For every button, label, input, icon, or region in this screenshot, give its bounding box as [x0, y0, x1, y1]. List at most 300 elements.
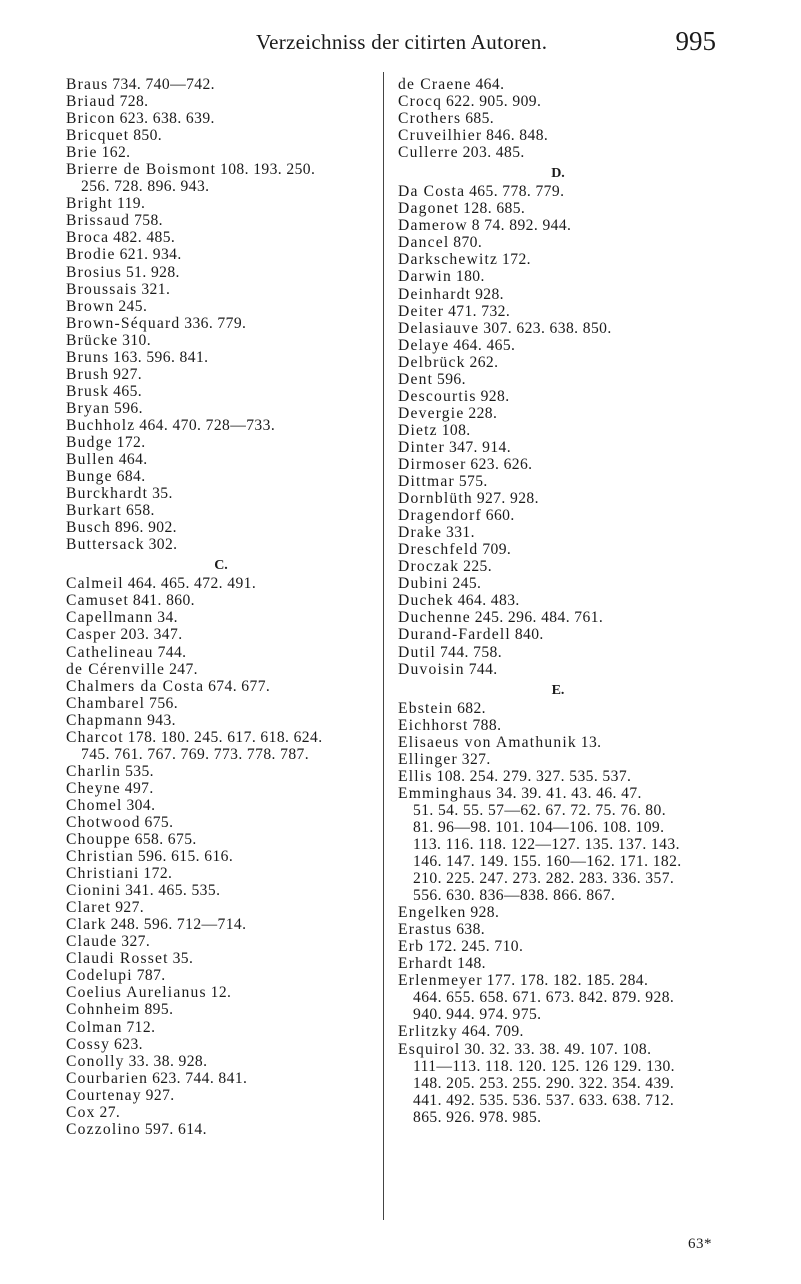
index-entry — [398, 592, 718, 609]
index-entry — [398, 268, 718, 285]
page-references: 464. 483. — [457, 592, 520, 610]
author-name: Coelius Aurelianus — [66, 984, 207, 1002]
index-entry — [66, 1087, 376, 1104]
page-references: 597. 614. — [144, 1120, 207, 1138]
page-references: 307. 623. 638. 850. — [483, 319, 612, 337]
page-references-continued: 940. 944. 974. 975. — [413, 1006, 542, 1024]
page-references: 896. 902. — [114, 519, 177, 537]
index-entry — [398, 644, 718, 661]
index-entry — [398, 700, 718, 717]
page-header — [66, 26, 716, 56]
index-entry — [66, 1070, 376, 1087]
page-references: 225. — [463, 558, 493, 576]
printer-signature: 63* — [688, 1236, 712, 1252]
index-entry — [66, 434, 376, 451]
index-entry — [66, 195, 376, 212]
author-name: Dinter — [398, 438, 446, 456]
index-entry — [398, 972, 718, 989]
page-references: 162. — [101, 144, 131, 162]
page-references: 623. 626. — [470, 455, 533, 473]
page-references: 465. — [113, 382, 143, 400]
page-references: 464. 465. 472. 491. — [127, 575, 257, 593]
index-entry — [66, 814, 376, 831]
page-references: 841. 860. — [132, 592, 195, 610]
index-entry — [66, 76, 376, 93]
index-entry — [66, 797, 376, 814]
section-letter-e: E. — [551, 682, 565, 698]
page-references: 658. — [125, 502, 155, 520]
author-name: Casper — [66, 626, 117, 644]
author-name: Cionini — [66, 882, 122, 900]
page-references-continued: 464. 655. 658. 671. 673. 842. 879. 928. — [413, 989, 675, 1007]
page-references: 675. — [144, 813, 174, 831]
page-references: 734. 740—742. — [112, 76, 215, 93]
page-references: 895. — [144, 1001, 174, 1019]
author-name: Chapmann — [66, 711, 144, 729]
index-entry — [66, 400, 376, 417]
page-references: 180. — [455, 268, 485, 286]
index-entry — [66, 229, 376, 246]
author-name: Bright — [66, 195, 114, 213]
page-references: 712. — [126, 1018, 156, 1036]
page-references: 228. — [468, 404, 498, 422]
page-references: 30. 32. 33. 38. 49. 107. 108. — [464, 1040, 652, 1058]
page-references: 341. 465. 535. — [125, 882, 221, 900]
page-references: 684. — [116, 468, 146, 486]
page-references: 248. 596. 712—714. — [110, 916, 247, 934]
author-name: Broca — [66, 229, 110, 247]
index-group — [66, 76, 376, 553]
author-name: Brosius — [66, 263, 123, 281]
page-references: 108. 254. 279. 327. 535. 537. — [436, 767, 632, 785]
page-references: 262. — [469, 353, 499, 371]
author-name: Delbrück — [398, 353, 466, 371]
author-name: Courbarien — [66, 1069, 149, 1087]
author-name: de Craene — [398, 76, 472, 93]
index-entry — [398, 473, 718, 490]
page-references: 464. 470. 728—733. — [139, 416, 276, 434]
page-references: 622. 905. 909. — [446, 93, 542, 111]
index-entry — [398, 183, 718, 200]
page-references: 304. — [126, 796, 156, 814]
index-entry — [398, 337, 718, 354]
page-references: 682. — [457, 699, 486, 717]
page-references: 327. — [461, 750, 491, 768]
page-references: 788. — [472, 716, 502, 734]
author-name: Codelupi — [66, 967, 133, 985]
index-entry — [398, 575, 718, 592]
index-entry — [66, 110, 376, 127]
page-references: 178. 180. 245. 617. 618. 624. — [127, 728, 323, 746]
index-entry — [66, 161, 376, 178]
page-references: 756. — [149, 694, 179, 712]
index-entry — [66, 1036, 376, 1053]
page-references: 623. 638. 639. — [119, 110, 215, 128]
index-entry — [66, 349, 376, 366]
index-entry — [66, 144, 376, 161]
page-references-continued: 81. 96—98. 101. 104—106. 108. 109. — [413, 818, 665, 836]
index-entry — [66, 984, 376, 1001]
index-entry — [66, 592, 376, 609]
author-name: Damerow — [398, 217, 468, 235]
author-name: Deiter — [398, 302, 445, 320]
index-entry — [398, 507, 718, 524]
author-name: Brusk — [66, 382, 110, 400]
index-entry — [398, 717, 718, 734]
section-letter-d: D. — [551, 166, 565, 182]
page-references: 347. 914. — [448, 438, 512, 456]
author-name: Erb — [398, 938, 425, 956]
author-name: Conolly — [66, 1052, 125, 1070]
author-name: Duvoisin — [398, 660, 465, 678]
author-name: Claudi Rosset — [66, 950, 169, 968]
page-references: 13. — [580, 733, 602, 751]
page-references: 709. — [482, 541, 512, 559]
author-name: Christian — [66, 848, 134, 866]
author-name: Brücke — [66, 331, 119, 349]
index-entry — [398, 286, 718, 303]
page-references: 927. — [113, 365, 143, 383]
author-name: Charlin — [66, 762, 122, 780]
author-name: Brierre de Boismont — [66, 161, 217, 179]
author-name: Burkart — [66, 502, 123, 520]
index-entry — [398, 661, 718, 678]
index-entry — [398, 524, 718, 541]
page-references: 758. — [134, 212, 163, 230]
index-entry — [398, 405, 718, 422]
index-entry — [66, 383, 376, 400]
index-entry — [398, 955, 718, 972]
page-references: 787. — [136, 967, 166, 985]
author-name: Cossy — [66, 1035, 111, 1053]
index-group — [398, 183, 718, 677]
index-entry — [66, 1104, 376, 1121]
author-name: Ellis — [398, 767, 433, 785]
page-references: 870. — [453, 234, 483, 252]
page-references: 928. — [480, 387, 510, 405]
index-entry — [66, 264, 376, 281]
author-name: Durand-Fardell — [398, 626, 511, 644]
index-entry — [398, 144, 718, 161]
index-entry — [398, 1023, 718, 1040]
index-entry — [66, 882, 376, 899]
page-references: 34. — [157, 609, 178, 627]
left-column — [66, 76, 376, 1138]
author-name: Engelken — [398, 904, 467, 922]
index-entry — [66, 468, 376, 485]
page-references: 927. 928. — [476, 490, 539, 508]
page-references: 465. 778. 779. — [469, 183, 565, 201]
author-name: Bullen — [66, 451, 115, 469]
page-number: 995 — [675, 26, 716, 56]
page-references: 51. 928. — [125, 263, 180, 281]
author-name: Brown — [66, 297, 115, 315]
author-name: Dancel — [398, 234, 450, 252]
page-references: 638. — [456, 921, 486, 939]
page-references: 464. 709. — [461, 1023, 524, 1041]
page-references: 744. 758. — [439, 643, 503, 661]
index-entry — [398, 217, 718, 234]
page-references: 108. — [441, 421, 471, 439]
index-entry — [66, 661, 376, 678]
page-references: 172. — [502, 251, 531, 269]
author-name: Brown-Séquard — [66, 314, 181, 332]
author-name: Bricquet — [66, 127, 130, 145]
page-references-continued: 256. 728. 896. 943. — [81, 178, 210, 196]
page-references: 482. 485. — [113, 229, 176, 247]
index-entry — [66, 1019, 376, 1036]
author-name: Cruveilhier — [398, 127, 483, 145]
page-references: 27. — [99, 1103, 121, 1121]
author-name: Ebstein — [398, 699, 454, 717]
page-references: 163. 596. 841. — [113, 348, 209, 366]
author-name: Delasiauve — [398, 319, 480, 337]
page-references: 203. 347. — [120, 626, 183, 644]
page-references: 927. — [145, 1086, 175, 1104]
index-entry — [66, 780, 376, 797]
author-name: Elisaeus von Amathunik — [398, 733, 577, 751]
index-entry — [66, 281, 376, 298]
author-name: Dutil — [398, 643, 437, 661]
author-name: Chouppe — [66, 831, 131, 849]
author-name: Da Costa — [398, 183, 466, 201]
author-name: Dietz — [398, 421, 438, 439]
index-entry — [398, 76, 718, 93]
index-entry — [66, 626, 376, 643]
author-name: Buchholz — [66, 416, 136, 434]
author-name: Briaud — [66, 93, 116, 111]
index-entry — [66, 315, 376, 332]
author-name: Brodie — [66, 246, 116, 264]
page-references: 850. — [133, 127, 163, 145]
index-entry — [398, 751, 718, 768]
index-group — [66, 575, 376, 1138]
page-references: 658. 675. — [134, 831, 197, 849]
index-entry — [66, 366, 376, 383]
index-entry — [398, 388, 718, 405]
index-entry — [398, 1041, 718, 1058]
index-entry — [398, 251, 718, 268]
author-name: Courtenay — [66, 1086, 142, 1104]
page-references: 471. 732. — [448, 302, 511, 320]
page-references: 321. — [141, 280, 171, 298]
author-name: Emminghaus — [398, 784, 493, 802]
page-references: 928. — [470, 904, 500, 922]
page-references-continued: 146. 147. 149. 155. 160—162. 171. 182. — [413, 853, 682, 871]
index-entry — [66, 93, 376, 110]
page-references: 148. — [457, 955, 486, 973]
page-references-continued: 210. 225. 247. 273. 282. 283. 336. 357. — [413, 870, 675, 888]
author-name: Erlenmeyer — [398, 972, 483, 990]
author-name: Cozzolino — [66, 1120, 141, 1138]
author-name: Brush — [66, 365, 110, 383]
author-name: Calmeil — [66, 575, 124, 593]
index-group — [398, 700, 718, 1126]
index-entry — [398, 354, 718, 371]
page-references: 34. 39. 41. 43. 46. 47. — [496, 784, 642, 802]
index-entry — [66, 729, 376, 746]
author-name: Brissaud — [66, 212, 131, 230]
author-name: Dragendorf — [398, 507, 482, 525]
page-references: 119. — [116, 195, 146, 213]
right-column — [398, 76, 718, 1126]
author-name: Dreschfeld — [398, 541, 479, 559]
index-entry — [66, 678, 376, 695]
author-name: Drake — [398, 524, 443, 542]
index-entry — [398, 320, 718, 337]
author-name: Busch — [66, 519, 111, 537]
page-references: 177. 178. 182. 185. 284. — [486, 972, 649, 990]
author-name: Buttersack — [66, 536, 145, 554]
page-references: 302. — [148, 536, 178, 554]
page-references: 128. 685. — [463, 200, 526, 218]
index-entry — [66, 712, 376, 729]
index-entry — [66, 536, 376, 553]
index-entry — [398, 904, 718, 921]
index-entry — [66, 127, 376, 144]
page-references: 840. — [514, 626, 544, 644]
index-entry — [398, 303, 718, 320]
index-entry — [398, 921, 718, 938]
author-name: Bricon — [66, 110, 116, 128]
author-name: Darkschewitz — [398, 251, 499, 269]
page-references: 674. 677. — [208, 677, 271, 695]
author-name: Camuset — [66, 592, 129, 610]
author-name: Erhardt — [398, 955, 454, 973]
index-entry — [66, 519, 376, 536]
author-name: Capellmann — [66, 609, 154, 627]
author-name: Christiani — [66, 865, 140, 883]
index-entry — [398, 558, 718, 575]
page-references-continued: 556. 630. 836—838. 866. 867. — [413, 887, 616, 905]
author-name: Colman — [66, 1018, 123, 1036]
index-entry — [66, 246, 376, 263]
author-name: Duchenne — [398, 609, 471, 627]
page-references: 33. 38. 928. — [128, 1052, 208, 1070]
index-entry — [66, 298, 376, 315]
index-entry — [398, 938, 718, 955]
page-references: 744. — [157, 643, 187, 661]
index-entry — [66, 1053, 376, 1070]
index-entry — [398, 371, 718, 388]
author-name: Charcot — [66, 728, 124, 746]
index-entry — [66, 485, 376, 502]
author-name: Dornblüth — [398, 490, 473, 508]
page-references: 928. — [475, 285, 504, 303]
page-references: 172. — [143, 865, 173, 883]
index-entry — [66, 950, 376, 967]
page-references: 660. — [485, 507, 515, 525]
page-references: 621. 934. — [119, 246, 182, 264]
page-references: 623. 744. 841. — [152, 1069, 248, 1087]
page-references: 728. — [119, 93, 149, 111]
author-name: Erastus — [398, 921, 453, 939]
index-entry — [66, 933, 376, 950]
page-references: 744. — [468, 660, 498, 678]
author-name: Bruns — [66, 348, 110, 366]
index-entry — [66, 451, 376, 468]
page-references: 497. — [124, 779, 154, 797]
index-entry — [398, 609, 718, 626]
author-name: Dent — [398, 370, 434, 388]
page-references: 245. — [452, 575, 482, 593]
page-references: 172. 245. 710. — [428, 938, 524, 956]
author-name: Brie — [66, 144, 98, 162]
page-references: 245. 296. 484. 761. — [474, 609, 604, 627]
page-references-continued: 111—113. 118. 120. 125. 126 129. 130. — [413, 1057, 675, 1075]
page-references: 943. — [147, 711, 176, 729]
index-entry — [66, 212, 376, 229]
page-references: 464. — [475, 76, 505, 93]
page-references: 327. — [121, 933, 151, 951]
page-references-continued: 51. 54. 55. 57—62. 67. 72. 75. 76. 80. — [413, 801, 667, 819]
index-entry — [66, 695, 376, 712]
index-entry — [66, 967, 376, 984]
author-name: Dittmar — [398, 473, 455, 491]
author-name: Claret — [66, 899, 112, 917]
index-entry — [398, 734, 718, 751]
page-references: 245. — [118, 297, 148, 315]
index-entry — [398, 127, 718, 144]
author-name: Descourtis — [398, 387, 477, 405]
author-name: Budge — [66, 433, 113, 451]
index-entry — [398, 456, 718, 473]
author-name: Deinhardt — [398, 285, 472, 303]
index-entry — [66, 1121, 376, 1138]
index-entry — [66, 1001, 376, 1018]
author-name: Bryan — [66, 399, 111, 417]
author-name: Dagonet — [398, 200, 460, 218]
page-references: 35. — [172, 950, 194, 968]
author-name: Delaye — [398, 336, 450, 354]
page-references: 108. 193. 250. — [220, 161, 316, 179]
author-name: Eichhorst — [398, 716, 469, 734]
index-entry — [398, 234, 718, 251]
author-name: Chomel — [66, 796, 123, 814]
page-references: 535. — [125, 762, 154, 780]
index-group — [398, 76, 718, 161]
author-name: Cohnheim — [66, 1001, 141, 1019]
index-entry — [66, 848, 376, 865]
index-entry — [66, 575, 376, 592]
page-references-continued: 148. 205. 253. 255. 290. 322. 354. 439. — [413, 1074, 675, 1092]
author-name: Bunge — [66, 468, 113, 486]
page-references: 464. — [118, 451, 148, 469]
author-name: de Cérenville — [66, 660, 166, 678]
index-entry — [398, 93, 718, 110]
page-references: 927. — [115, 899, 145, 917]
page-references: 623. — [114, 1035, 143, 1053]
author-name: Cullerre — [398, 144, 459, 162]
page-references: 203. 485. — [462, 144, 525, 162]
page-references: 336. 779. — [184, 314, 247, 332]
page-references: 596. 615. 616. — [137, 848, 234, 866]
author-name: Cathelineau — [66, 643, 154, 661]
author-name: Droczak — [398, 558, 460, 576]
page-references-continued: 865. 926. 978. 985. — [413, 1108, 542, 1126]
page-references: 310. — [122, 331, 152, 349]
author-name: Cheyne — [66, 779, 121, 797]
index-entry — [398, 768, 718, 785]
author-name: Ellinger — [398, 750, 458, 768]
index-entry — [66, 332, 376, 349]
author-name: Erlitzky — [398, 1023, 458, 1041]
index-entry — [66, 417, 376, 434]
author-name: Chalmers da Costa — [66, 677, 205, 695]
page-references-continued: 113. 116. 118. 122—127. 135. 137. 143. — [413, 835, 680, 853]
index-entry — [66, 609, 376, 626]
author-name: Devergie — [398, 404, 465, 422]
